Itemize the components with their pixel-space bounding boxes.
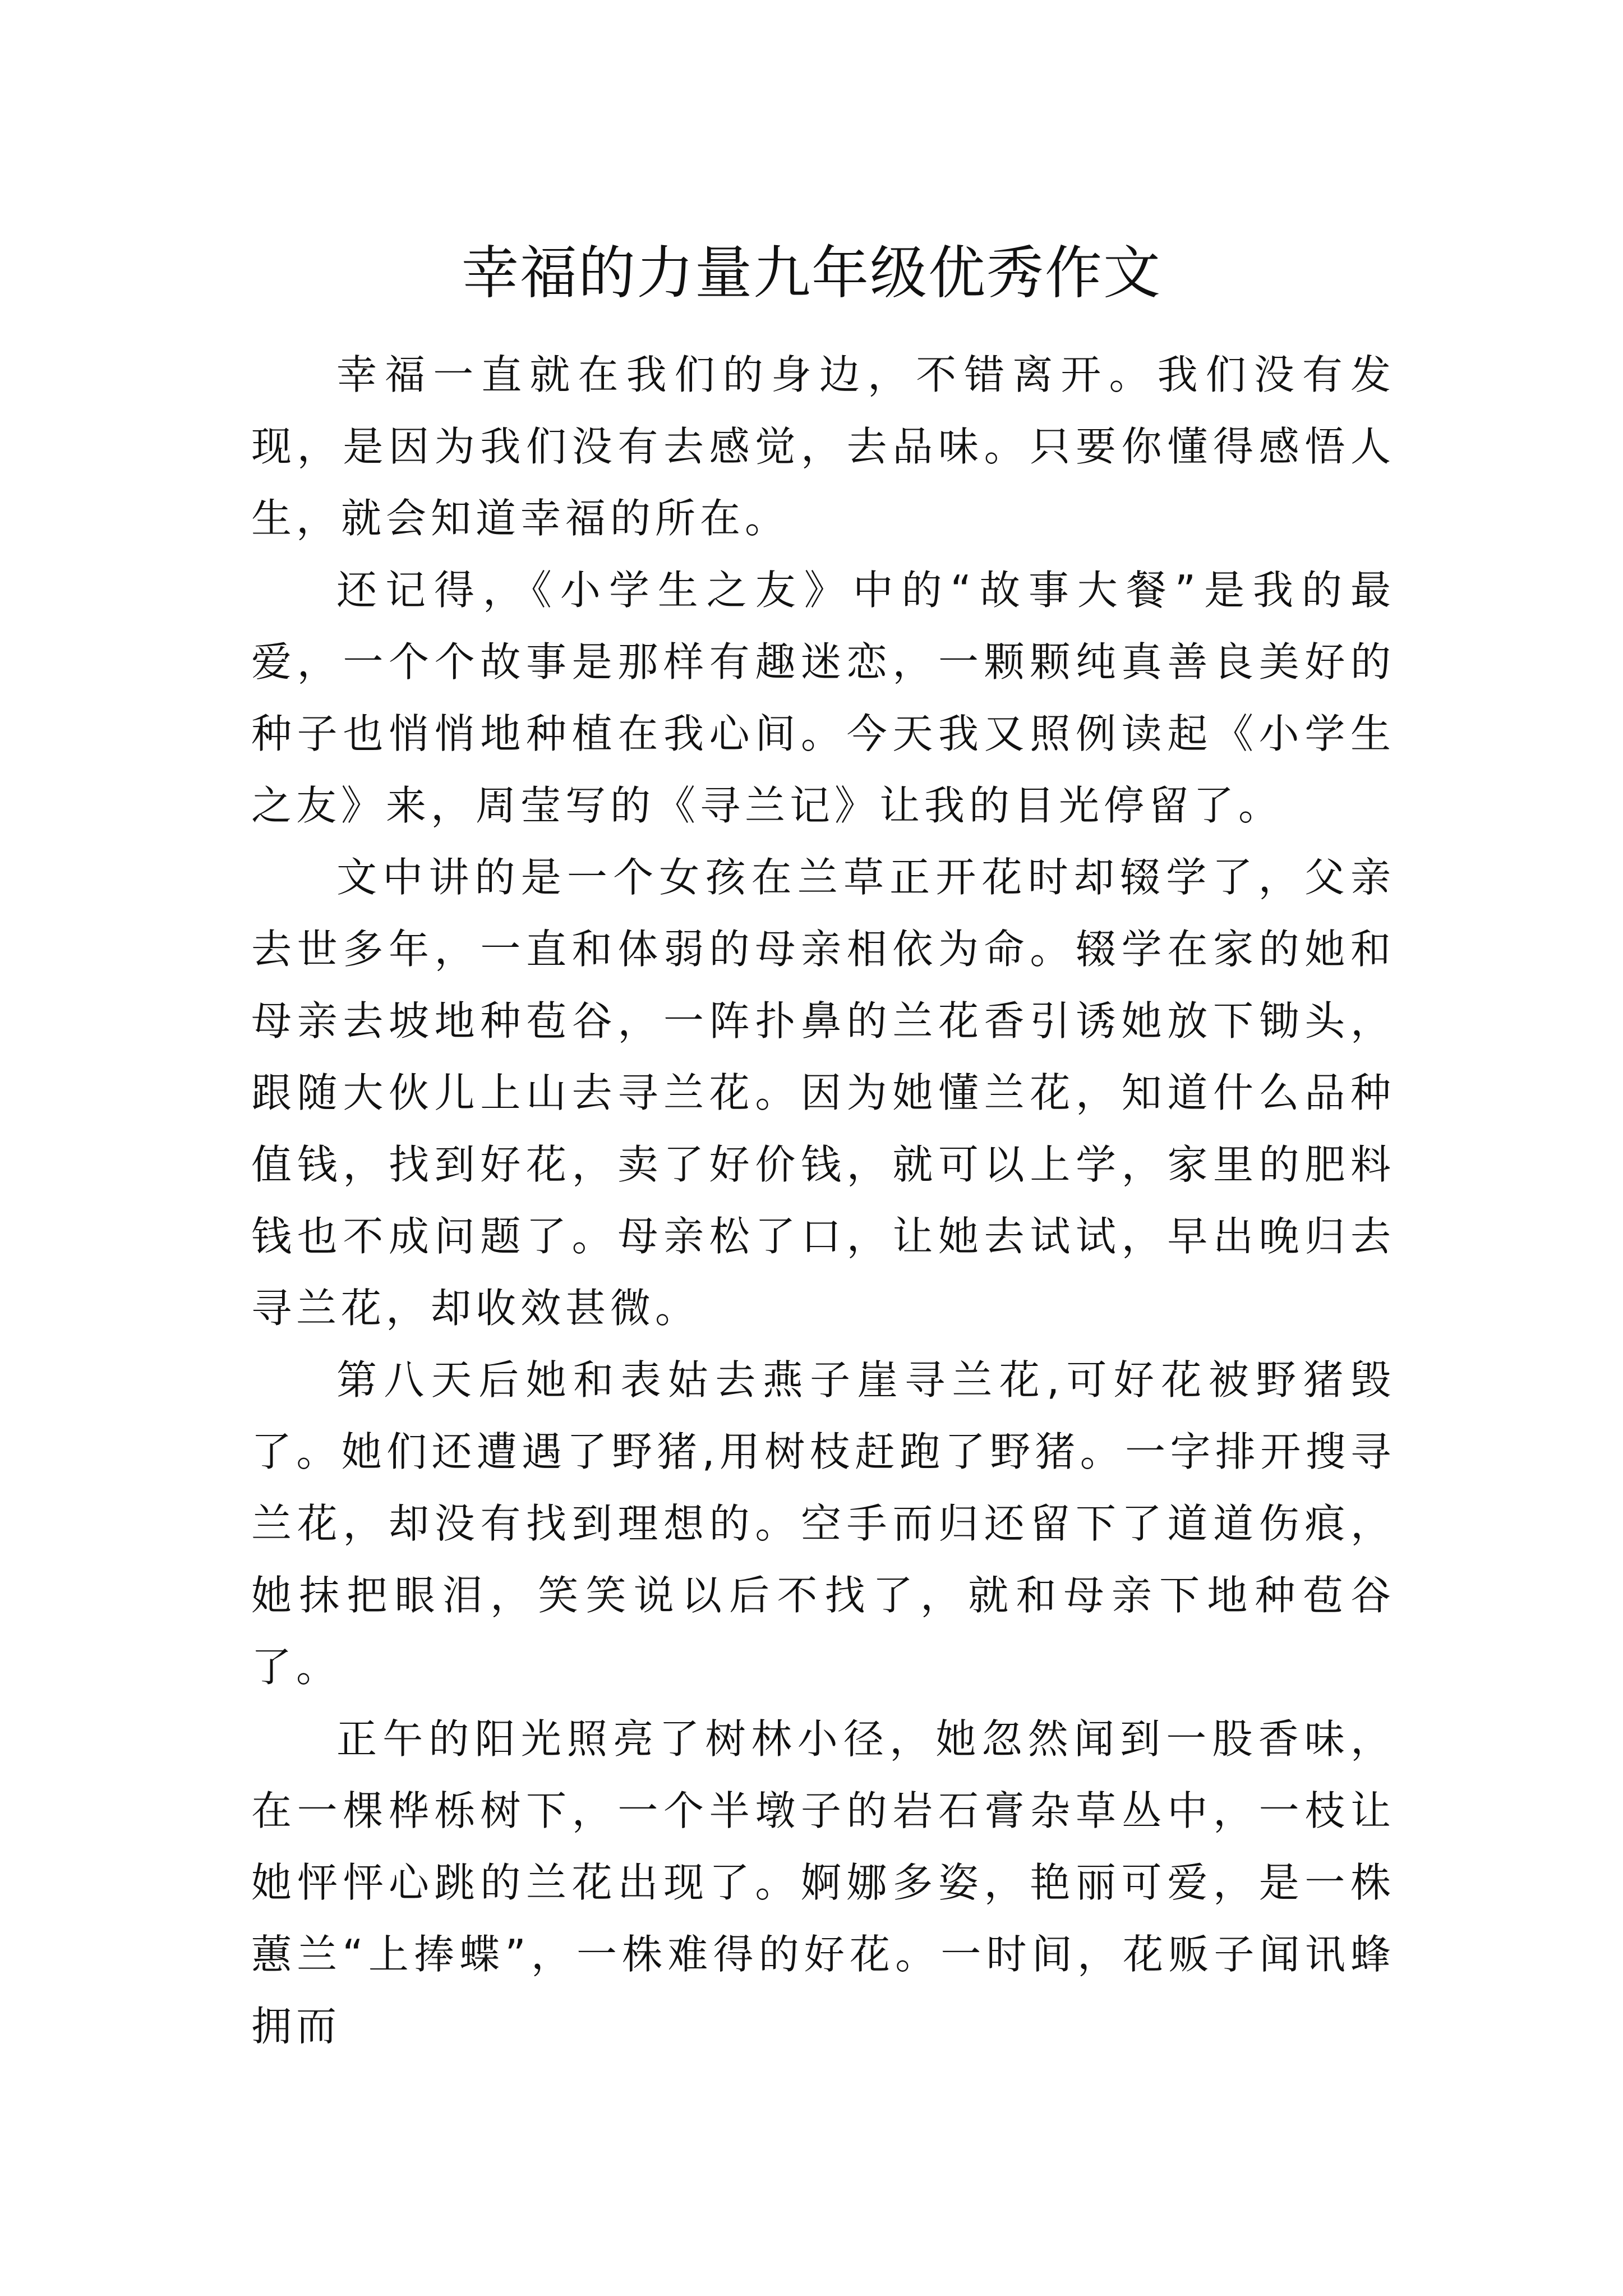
paragraph-3: 文中讲的是一个女孩在兰草正开花时却辍学了，父亲去世多年，一直和体弱的母亲相依为命。辍学在家的她和母亲去坡地种苞谷，一阵扑鼻的兰花香引诱她放下锄头，跟随大伙儿上山去寻兰花。因为她懂兰花，知道什么品种值钱，找到好花，卖了好价钱，就可以上学，家里的肥料钱也不成问题了。母亲松了口，让她去试试，早出晚归去寻兰花，却收效甚微。	[251, 854, 1395, 1332]
paragraph-5: 正午的阳光照亮了树林小径，她忽然闻到一股香味，在一棵桦栎树下，一个半墩子的岩石膏杂草丛中，一枝让她怦怦心跳的兰花出现了。婀娜多姿，艳丽可爱，是一株蕙兰“上捧蝶”，一株难得的好花。一时间，花贩子闻讯蜂拥而	[251, 1715, 1395, 2050]
paragraph-4: 第八天后她和表姑去燕子崖寻兰花,可好花被野猪毁了。她们还遭遇了野猪,用树枝赶跑了野猪。一字排开搜寻兰花，却没有找到理想的。空手而归还留下了道道伤痕，她抹把眼泪，笑笑说以后不找了，就和母亲下地种苞谷了。	[251, 1356, 1395, 1691]
document-title: 幸福的力量九年级优秀作文	[462, 240, 1161, 307]
essay-body	[251, 339, 1395, 2062]
paragraph-1: 幸福一直就在我们的身边，不错离开。我们没有发现，是因为我们没有去感觉，去品味。只要你懂得感悟人生，就会知道幸福的所在。	[251, 351, 1395, 542]
paragraph-2: 还记得，《小学生之友》中的“故事大餐”是我的最爱，一个个故事是那样有趣迷恋，一颗颗纯真善良美好的种子也悄悄地种植在我心间。今天我又照例读起《小学生之友》来，周莹写的《寻兰记》让我的目光停留了。	[251, 567, 1395, 829]
